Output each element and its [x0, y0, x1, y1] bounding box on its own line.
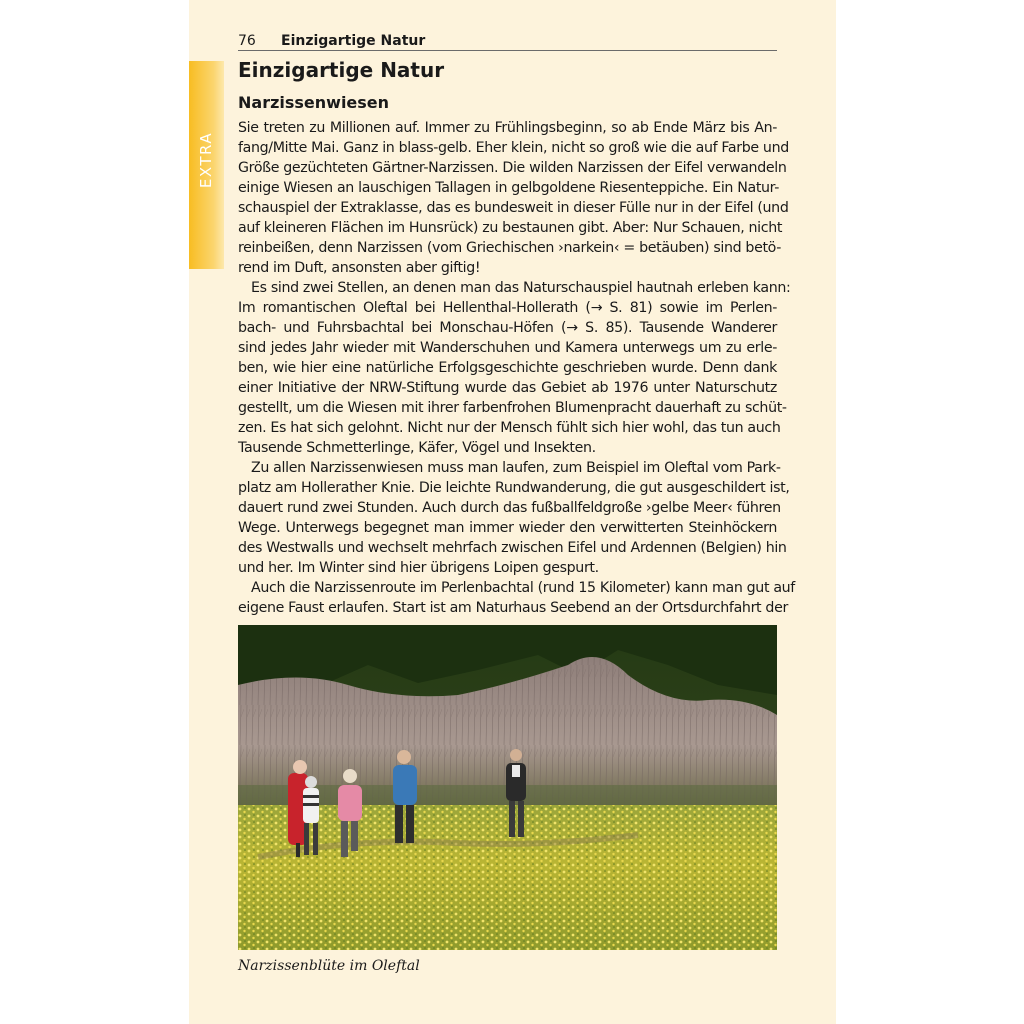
body-line: auf kleineren Flächen im Hunsrück) zu bestaunen gibt. Aber: Nur Schauen, nicht: [238, 220, 783, 236]
body-line: reinbeißen, denn Narzissen (vom Griechischen ›narkein‹ = betäuben) sind betö-: [238, 240, 782, 256]
body-line: und her. Im Winter sind hier übrigens Loipen gespurt.: [238, 560, 599, 576]
photo-caption: Narzissenblüte im Oleftal: [238, 958, 420, 974]
body-line: ben, wie hier eine natürliche Erfolgsgeschichte geschrieben wurde. Denn dank: [238, 360, 777, 376]
body-line: einer Initiative der NRW-Stiftung wurde das Gebiet ab 1976 unter Naturschutz: [238, 380, 777, 396]
page-title: Einzigartige Natur: [238, 58, 445, 82]
body-line: schauspiel der Extraklasse, das es bundesweit in dieser Fülle nur in der Eifel (und: [238, 200, 789, 216]
body-line: fang/Mitte Mai. Ganz in blass-gelb. Eher klein, nicht so groß wie die auf Farbe und: [238, 140, 789, 156]
body-line: Größe gezüchteten Gärtner-Narzissen. Die wilden Narzissen der Eifel verwandeln: [238, 160, 787, 176]
body-line: bach- und Fuhrsbachtal bei Monschau-Höfen (→ S. 85). Tausende Wanderer: [238, 320, 777, 336]
body-line: Auch die Narzissenroute im Perlenbachtal (rund 15 Kilometer) kann man gut auf: [251, 580, 795, 596]
body-line: Sie treten zu Millionen auf. Immer zu Frühlingsbeginn, so ab Ende März bis An-: [238, 120, 777, 136]
body-line: zen. Es hat sich gelohnt. Nicht nur der Mensch fühlt sich hier wohl, das tun auch: [238, 420, 781, 436]
section-subtitle: Narzissenwiesen: [238, 93, 390, 112]
meadow-photo: [238, 625, 777, 950]
body-line: Tausende Schmetterlinge, Käfer, Vögel und Insekten.: [238, 440, 596, 456]
body-line: sind jedes Jahr wieder mit Wanderschuhen und Kamera unterwegs um zu erle-: [238, 340, 777, 356]
body-line: Zu allen Narzissenwiesen muss man laufen, zum Beispiel im Oleftal vom Park-: [251, 460, 781, 476]
body-line: gestellt, um die Wiesen mit ihrer farbenfrohen Blumenpracht dauerhaft zu schüt-: [238, 400, 787, 416]
page-number: 76: [238, 33, 256, 49]
running-section-title: Einzigartige Natur: [281, 33, 426, 49]
body-line: Im romantischen Oleftal bei Hellenthal-Hollerath (→ S. 81) sowie im Perlen-: [238, 300, 777, 316]
body-line: dauert rund zwei Stunden. Auch durch das fußballfeldgroße ›gelbe Meer‹ führen: [238, 500, 781, 516]
body-line: Es sind zwei Stellen, an denen man das Naturschauspiel hautnah erleben kann:: [251, 280, 791, 296]
extra-tab-label: EXTRA: [197, 131, 215, 189]
body-line: des Westwalls und wechselt mehrfach zwischen Eifel und Ardennen (Belgien) hin: [238, 540, 787, 556]
body-line: rend im Duft, ansonsten aber giftig!: [238, 260, 481, 276]
article-body: [238, 118, 795, 618]
body-line: eigene Faust erlaufen. Start ist am Naturhaus Seebend an der Ortsdurchfahrt der: [238, 600, 788, 616]
body-line: platz am Hollerather Knie. Die leichte Rundwanderung, die gut ausgeschildert ist,: [238, 480, 790, 496]
running-header: [238, 31, 777, 51]
body-line: einige Wiesen an lauschigen Tallagen in gelbgoldene Riesenteppiche. Ein Natur-: [238, 180, 780, 196]
body-line: Wege. Unterwegs begegnet man immer wieder den verwitterten Steinhöckern: [238, 520, 777, 536]
